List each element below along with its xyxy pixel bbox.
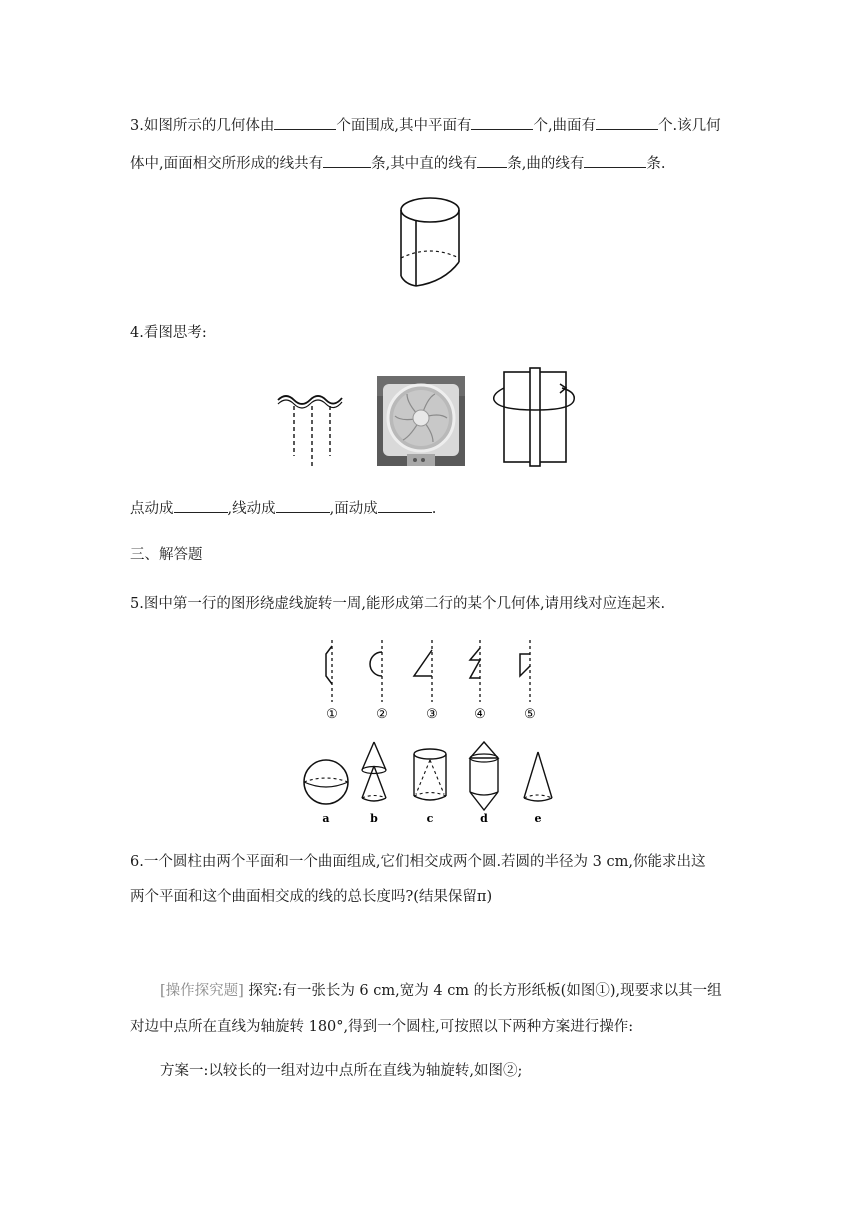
q3-text: 条. bbox=[646, 156, 666, 172]
label-2: ② bbox=[376, 707, 388, 722]
label-3: ③ bbox=[426, 707, 438, 722]
q5-title: 5.图中第一行的图形绕虚线旋转一周,能形成第二行的某个几何体,请用线对应连起来. bbox=[130, 596, 666, 612]
answer-blank[interactable] bbox=[274, 114, 336, 130]
shape-1-trapezoid bbox=[326, 640, 332, 702]
explore-line-3: 方案一:以较长的一组对边中点所在直线为轴旋转,如图②; bbox=[160, 1063, 523, 1079]
q3-text: 条,其中直的线有 bbox=[371, 156, 478, 172]
solid-a-sphere bbox=[304, 760, 348, 804]
label-b: b bbox=[370, 812, 378, 825]
q3-text: 个面围成,其中平面有 bbox=[336, 118, 472, 134]
answer-blank[interactable] bbox=[596, 114, 658, 130]
moving-line-figure bbox=[272, 388, 354, 470]
label-d: d bbox=[480, 812, 488, 825]
shape-5-right-trapezoid bbox=[520, 640, 530, 702]
q3-text: 条,曲的线有 bbox=[507, 156, 585, 172]
shape-2-semicircle bbox=[370, 640, 382, 702]
cut-cylinder-figure bbox=[392, 192, 468, 292]
rotating-rectangle-figure bbox=[490, 366, 576, 468]
answer-blank[interactable] bbox=[276, 497, 330, 513]
label-5: ⑤ bbox=[524, 707, 536, 722]
q3-text: 体中,面面相交所形成的线共有 bbox=[130, 156, 324, 172]
answer-blank[interactable] bbox=[323, 152, 371, 168]
solid-e-cone bbox=[524, 752, 552, 801]
answer-blank[interactable] bbox=[477, 152, 507, 168]
q5-bottom-row-solids bbox=[298, 738, 560, 830]
explore-text: 探究:有一张长为 6 cm,宽为 4 cm 的长方形纸板(如图①),现要求以其一组 bbox=[243, 983, 722, 999]
solid-d-cylinder-double-cone bbox=[470, 742, 498, 810]
shape-3-triangle bbox=[414, 640, 432, 702]
q4-text: . bbox=[431, 501, 437, 517]
q3-text: 个.该几何 bbox=[658, 118, 721, 134]
label-c: c bbox=[426, 812, 434, 825]
q6-line-2: 两个平面和这个曲面相交成的线的总长度吗?(结果保留π) bbox=[130, 889, 493, 905]
q4-text: 点动成 bbox=[130, 501, 174, 517]
q4-title: 4.看图思考: bbox=[130, 325, 207, 341]
question-tag: [操作探究题] bbox=[160, 983, 244, 999]
solid-c-cylinder-cone bbox=[414, 749, 446, 800]
answer-blank[interactable] bbox=[584, 152, 646, 168]
answer-blank[interactable] bbox=[174, 497, 228, 513]
q4-text: ,线动成 bbox=[227, 501, 276, 517]
label-4: ④ bbox=[474, 707, 486, 722]
section-heading: 三、解答题 bbox=[130, 547, 203, 563]
label-1: ① bbox=[326, 707, 338, 722]
answer-blank[interactable] bbox=[471, 114, 533, 130]
label-e: e bbox=[534, 812, 542, 825]
q4-answer-line bbox=[130, 497, 436, 519]
label-a: a bbox=[322, 812, 330, 825]
solid-b-double-cone bbox=[362, 742, 386, 801]
fan-photo-figure bbox=[377, 376, 465, 466]
explore-line-2: 对边中点所在直线为轴旋转 180°,得到一个圆柱,可按照以下两种方案进行操作: bbox=[130, 1019, 634, 1035]
q5-top-row-figures bbox=[300, 636, 560, 726]
explore-line-1 bbox=[160, 981, 722, 1001]
q6-line-1: 6.一个圆柱由两个平面和一个曲面组成,它们相交成两个圆.若圆的半径为 3 cm,你能求出这 bbox=[130, 854, 706, 870]
answer-blank[interactable] bbox=[378, 497, 432, 513]
q3-line-1 bbox=[130, 114, 721, 136]
q4-text: ,面动成 bbox=[329, 501, 378, 517]
q3-line-2 bbox=[130, 152, 665, 174]
shape-4-double-triangle bbox=[470, 640, 480, 702]
q3-text: 个,曲面有 bbox=[533, 118, 597, 134]
q3-text: 3.如图所示的几何体由 bbox=[130, 118, 275, 134]
